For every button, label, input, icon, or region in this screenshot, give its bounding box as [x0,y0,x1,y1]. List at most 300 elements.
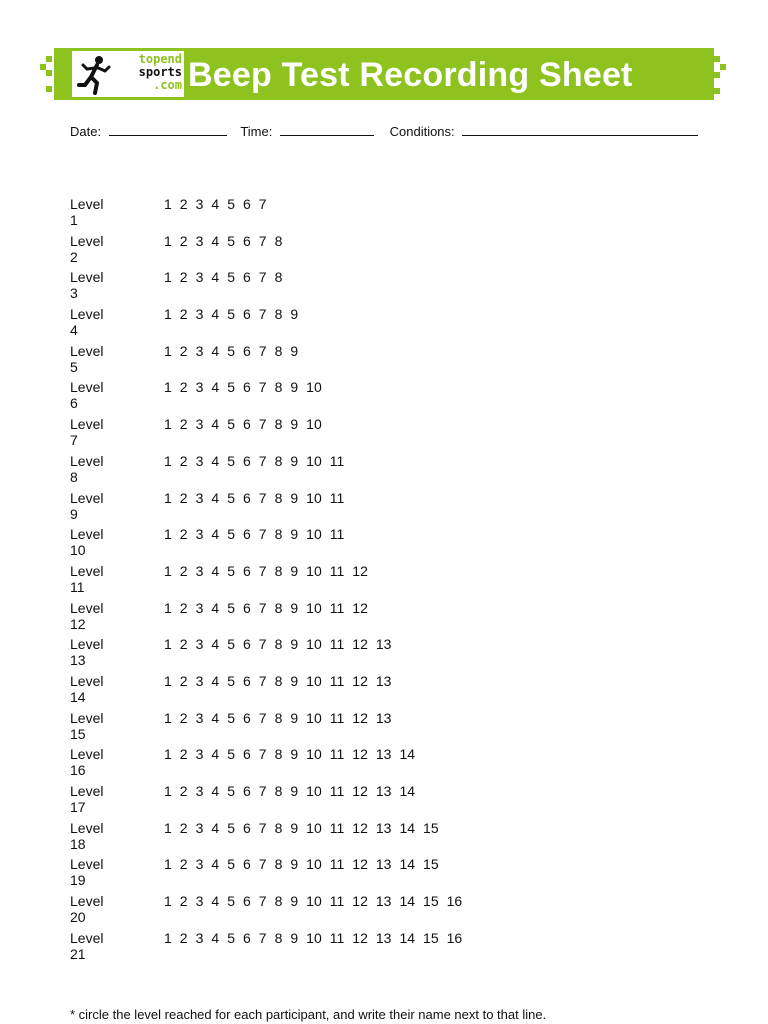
shuttle-number[interactable]: 3 [195,709,204,726]
shuttle-number[interactable]: 11 [329,599,345,616]
shuttle-list [164,490,352,506]
shuttle-number[interactable]: 9 [290,636,299,653]
shuttle-list [164,930,470,946]
shuttle-number[interactable]: 8 [274,489,283,506]
shuttle-list [164,526,352,542]
shuttle-number[interactable]: 10 [306,379,322,396]
shuttle-number[interactable]: 5 [227,783,235,799]
shuttle-number[interactable]: 5 [227,526,235,543]
shuttle-number[interactable]: 11 [329,856,345,873]
shuttle-number[interactable]: 9 [290,672,299,689]
shuttle-number[interactable]: 8 [274,599,283,616]
shuttle-number[interactable]: 10 [306,416,322,433]
shuttle-number[interactable]: 7 [258,452,267,469]
date-label: Date: [70,124,102,139]
shuttle-number[interactable]: 2 [179,672,188,689]
shuttle-number[interactable]: 3 [195,416,204,433]
shuttle-number[interactable]: 8 [274,783,283,799]
shuttle-number[interactable]: 7 [258,526,267,543]
shuttle-number[interactable]: 13 [375,819,392,836]
shuttle-number[interactable]: 8 [274,452,283,469]
shuttle-number[interactable]: 6 [242,526,251,543]
shuttle-list [164,710,399,726]
shuttle-list [164,673,399,689]
shuttle-list [164,379,330,395]
shuttle-number[interactable]: 4 [211,526,220,543]
shuttle-number[interactable]: 9 [290,379,299,396]
shuttle-number[interactable]: 12 [352,893,368,910]
shuttle-number[interactable]: 7 [258,269,267,286]
level-label: Level 7 [70,416,104,449]
shuttle-list [164,233,290,249]
shuttle-number[interactable]: 3 [195,746,204,763]
shuttle-number[interactable]: 6 [242,232,251,249]
shuttle-list [164,306,306,322]
shuttle-number[interactable]: 11 [329,672,345,689]
shuttle-number[interactable]: 2 [179,709,188,726]
shuttle-number[interactable]: 7 [258,489,267,506]
shuttle-number[interactable]: 1 [164,306,172,323]
shuttle-number[interactable]: 6 [242,929,251,946]
shuttle-number[interactable]: 6 [242,562,251,579]
shuttle-number[interactable]: 11 [329,452,345,469]
shuttle-number[interactable]: 14 [399,929,416,946]
shuttle-number[interactable]: 15 [423,929,439,946]
shuttle-number[interactable]: 1 [164,379,172,396]
shuttle-number[interactable]: 4 [211,599,220,616]
shuttle-number[interactable]: 6 [242,636,251,653]
shuttle-number[interactable]: 6 [242,746,251,763]
shuttle-number[interactable]: 7 [258,636,267,653]
shuttle-number[interactable]: 10 [306,819,322,836]
shuttle-number[interactable]: 11 [329,526,345,543]
shuttle-number[interactable]: 11 [329,893,345,910]
banner-pixel-decoration [714,56,720,62]
shuttle-number[interactable]: 4 [211,709,220,726]
shuttle-number[interactable]: 10 [306,452,322,469]
shuttle-number[interactable]: 7 [258,196,267,212]
shuttle-number[interactable]: 8 [274,636,283,653]
shuttle-number[interactable]: 1 [164,342,172,359]
shuttle-number[interactable]: 5 [227,636,235,653]
banner-pixel-decoration [46,70,52,76]
shuttle-number[interactable]: 2 [179,379,188,396]
shuttle-number[interactable]: 5 [227,416,235,433]
shuttle-number[interactable]: 2 [179,342,188,359]
shuttle-number[interactable]: 14 [399,856,416,873]
shuttle-list [164,820,447,836]
shuttle-number[interactable]: 9 [290,599,299,616]
shuttle-number[interactable]: 2 [179,232,188,249]
shuttle-number[interactable]: 1 [164,562,172,579]
shuttle-number[interactable]: 6 [242,599,251,616]
shuttle-number[interactable]: 8 [274,856,283,873]
shuttle-number[interactable]: 2 [179,636,188,653]
shuttle-number[interactable]: 9 [290,929,299,946]
shuttle-number[interactable]: 6 [242,342,251,359]
shuttle-number[interactable]: 3 [195,232,204,249]
shuttle-number[interactable]: 5 [227,489,235,506]
shuttle-number[interactable]: 3 [195,819,204,836]
shuttle-list [164,636,399,652]
shuttle-number[interactable]: 7 [258,893,267,910]
shuttle-number[interactable]: 5 [227,746,235,763]
shuttle-number[interactable]: 12 [352,672,368,689]
shuttle-number[interactable]: 2 [179,489,188,506]
shuttle-number[interactable]: 7 [258,709,267,726]
shuttle-number[interactable]: 8 [274,562,283,579]
page-title: Beep Test Recording Sheet [188,56,633,94]
shuttle-number[interactable]: 12 [352,746,368,763]
shuttle-number[interactable]: 7 [258,379,267,396]
shuttle-number[interactable]: 9 [290,893,299,910]
shuttle-number[interactable]: 3 [195,562,204,579]
shuttle-number[interactable]: 10 [306,746,322,763]
level-label: Level 3 [70,269,104,302]
shuttle-number[interactable]: 4 [211,269,220,286]
level-label: Level 21 [70,929,104,962]
time-field[interactable] [280,124,374,136]
shuttle-number[interactable]: 5 [227,269,235,286]
shuttle-number[interactable]: 1 [164,232,172,249]
shuttle-number[interactable]: 3 [195,672,204,689]
shuttle-number[interactable]: 1 [164,269,172,286]
shuttle-number[interactable]: 2 [179,746,188,763]
banner-pixel-decoration [40,64,46,70]
shuttle-number[interactable]: 1 [164,526,172,543]
shuttle-number[interactable]: 4 [211,783,220,799]
shuttle-number[interactable]: 4 [211,196,220,212]
shuttle-number[interactable]: 7 [258,783,267,799]
shuttle-number[interactable]: 4 [211,929,220,946]
shuttle-number[interactable]: 2 [179,929,188,946]
shuttle-number[interactable]: 9 [290,746,299,763]
shuttle-number[interactable]: 12 [352,783,368,799]
shuttle-number[interactable]: 11 [329,819,345,836]
shuttle-number[interactable]: 1 [164,783,172,799]
shuttle-number[interactable]: 6 [242,819,251,836]
shuttle-number[interactable]: 15 [423,856,439,873]
shuttle-number[interactable]: 1 [164,819,172,836]
shuttle-number[interactable]: 8 [274,379,283,396]
shuttle-number[interactable]: 10 [306,929,322,946]
shuttle-number[interactable]: 7 [258,819,267,836]
shuttle-number[interactable]: 14 [399,746,416,763]
shuttle-number[interactable]: 7 [258,746,267,763]
shuttle-number[interactable]: 12 [352,709,368,726]
shuttle-number[interactable]: 13 [375,672,392,689]
shuttle-number[interactable]: 1 [164,452,172,469]
shuttle-number[interactable]: 4 [211,342,220,359]
shuttle-number[interactable]: 13 [375,709,392,726]
shuttle-number[interactable]: 5 [227,452,235,469]
shuttle-number[interactable]: 5 [227,342,235,359]
shuttle-number[interactable]: 3 [195,929,204,946]
logo-line-3: .com [153,78,182,92]
level-label: Level 13 [70,636,104,669]
shuttle-number[interactable]: 2 [179,819,188,836]
shuttle-number[interactable]: 2 [179,783,188,799]
shuttle-number[interactable]: 5 [227,196,235,212]
shuttle-list [164,563,376,579]
shuttle-number[interactable]: 12 [352,819,368,836]
shuttle-list [164,783,423,799]
shuttle-number[interactable]: 6 [242,269,251,286]
shuttle-number[interactable]: 6 [242,856,251,873]
shuttle-number[interactable]: 2 [179,526,188,543]
shuttle-number[interactable]: 8 [274,269,283,286]
shuttle-number[interactable]: 2 [179,306,188,323]
shuttle-list [164,893,470,909]
shuttle-number[interactable]: 13 [375,893,392,910]
shuttle-number[interactable]: 15 [423,893,439,910]
banner-pixel-decoration [46,56,52,62]
shuttle-number[interactable]: 9 [290,489,299,506]
shuttle-number[interactable]: 2 [179,452,188,469]
shuttle-list [164,600,376,616]
shuttle-number[interactable]: 5 [227,232,235,249]
shuttle-number[interactable]: 8 [274,893,283,910]
shuttle-number[interactable]: 9 [290,819,299,836]
shuttle-number[interactable]: 3 [195,379,204,396]
shuttle-number[interactable]: 13 [375,746,392,763]
shuttle-number[interactable]: 4 [211,452,220,469]
shuttle-number[interactable]: 8 [274,672,283,689]
conditions-field[interactable] [462,124,698,136]
shuttle-number[interactable]: 5 [227,856,235,873]
level-label: Level 17 [70,783,104,815]
shuttle-number[interactable]: 10 [306,489,322,506]
level-label: Level 5 [70,342,104,375]
shuttle-number[interactable]: 7 [258,929,267,946]
shuttle-number[interactable]: 1 [164,489,172,506]
shuttle-number[interactable]: 5 [227,929,235,946]
shuttle-number[interactable]: 13 [375,636,392,653]
shuttle-number[interactable]: 7 [258,672,267,689]
shuttle-number[interactable]: 8 [274,819,283,836]
header-fields [70,124,698,139]
shuttle-number[interactable]: 3 [195,599,204,616]
shuttle-list [164,416,330,432]
shuttle-number[interactable]: 3 [195,526,204,543]
shuttle-number[interactable]: 6 [242,783,251,799]
shuttle-number[interactable]: 12 [352,562,368,579]
shuttle-number[interactable]: 1 [164,196,172,212]
shuttle-number[interactable]: 6 [242,452,251,469]
shuttle-number[interactable]: 12 [352,599,368,616]
shuttle-number[interactable]: 8 [274,526,283,543]
shuttle-number[interactable]: 1 [164,893,172,910]
shuttle-number[interactable]: 9 [290,709,299,726]
shuttle-number[interactable]: 3 [195,342,204,359]
shuttle-number[interactable]: 1 [164,599,172,616]
banner-pixel-decoration [714,72,720,78]
shuttle-number[interactable]: 7 [258,599,267,616]
shuttle-number[interactable]: 11 [329,746,345,763]
shuttle-number[interactable]: 3 [195,856,204,873]
shuttle-number[interactable]: 5 [227,893,235,910]
shuttle-number[interactable]: 8 [274,709,283,726]
shuttle-number[interactable]: 5 [227,599,235,616]
shuttle-number[interactable]: 6 [242,379,251,396]
shuttle-number[interactable]: 2 [179,562,188,579]
shuttle-number[interactable]: 8 [274,232,283,249]
shuttle-number[interactable]: 4 [211,379,220,396]
shuttle-number[interactable]: 6 [242,709,251,726]
shuttle-number[interactable]: 4 [211,562,220,579]
shuttle-number[interactable]: 10 [306,783,322,799]
shuttle-number[interactable]: 4 [211,672,220,689]
shuttle-number[interactable]: 3 [195,306,204,323]
shuttle-number[interactable]: 4 [211,746,220,763]
shuttle-number[interactable]: 10 [306,709,322,726]
shuttle-number[interactable]: 5 [227,672,235,689]
shuttle-number[interactable]: 9 [290,416,299,433]
level-label: Level 12 [70,599,104,632]
shuttle-number[interactable]: 4 [211,856,220,873]
shuttle-number[interactable]: 14 [399,819,416,836]
shuttle-number[interactable]: 1 [164,746,172,763]
shuttle-number[interactable]: 7 [258,306,267,323]
shuttle-list [164,269,290,285]
shuttle-number[interactable]: 9 [290,342,299,359]
shuttle-number[interactable]: 7 [258,562,267,579]
shuttle-number[interactable]: 1 [164,709,172,726]
shuttle-number[interactable]: 6 [242,306,251,323]
shuttle-number[interactable]: 9 [290,783,299,799]
shuttle-number[interactable]: 14 [399,783,416,799]
banner-pixel-decoration [46,86,52,92]
level-label: Level 16 [70,746,104,779]
shuttle-number[interactable]: 10 [306,893,322,910]
shuttle-number[interactable]: 4 [211,489,220,506]
footnote: * circle the level reached for each participant, and write their name next to that line. [70,1007,547,1022]
shuttle-number[interactable]: 3 [195,196,204,212]
shuttle-number[interactable]: 4 [211,232,220,249]
shuttle-number[interactable]: 7 [258,342,267,359]
banner-pixel-decoration [714,88,720,94]
shuttle-number[interactable]: 2 [179,856,188,873]
shuttle-number[interactable]: 6 [242,196,251,212]
shuttle-number[interactable]: 3 [195,269,204,286]
shuttle-number[interactable]: 5 [227,306,235,323]
shuttle-number[interactable]: 8 [274,416,283,433]
shuttle-number[interactable]: 14 [399,893,416,910]
shuttle-number[interactable]: 1 [164,929,172,946]
shuttle-number[interactable]: 10 [306,636,322,653]
shuttle-number[interactable]: 1 [164,856,172,873]
shuttle-number[interactable]: 11 [329,562,345,579]
shuttle-number[interactable]: 12 [352,856,368,873]
level-label: Level 18 [70,819,104,852]
level-label: Level 20 [70,893,104,926]
shuttle-number[interactable]: 4 [211,416,220,433]
shuttle-number[interactable]: 4 [211,893,220,910]
shuttle-number[interactable]: 5 [227,819,235,836]
shuttle-number[interactable]: 2 [179,196,188,212]
shuttle-number[interactable]: 10 [306,526,322,543]
shuttle-number[interactable]: 3 [195,893,204,910]
shuttle-number[interactable]: 16 [446,893,463,910]
shuttle-number[interactable]: 8 [274,929,283,946]
shuttle-number[interactable]: 7 [258,416,267,433]
shuttle-number[interactable]: 2 [179,599,188,616]
shuttle-number[interactable]: 10 [306,562,322,579]
shuttle-number[interactable]: 7 [258,856,267,873]
shuttle-number[interactable]: 8 [274,746,283,763]
shuttle-number[interactable]: 10 [306,672,322,689]
shuttle-number[interactable]: 12 [352,929,368,946]
level-label: Level 11 [70,562,104,595]
shuttle-number[interactable]: 2 [179,893,188,910]
shuttle-number[interactable]: 1 [164,636,172,653]
shuttle-number[interactable]: 9 [290,856,299,873]
shuttle-number[interactable]: 11 [329,783,345,799]
shuttle-number[interactable]: 4 [211,306,220,323]
shuttle-number[interactable]: 4 [211,819,220,836]
shuttle-number[interactable]: 16 [446,929,463,946]
shuttle-number[interactable]: 1 [164,672,172,689]
shuttle-number[interactable]: 13 [375,856,392,873]
shuttle-number[interactable]: 3 [195,452,204,469]
shuttle-number[interactable]: 12 [352,636,368,653]
level-label: Level 2 [70,232,104,265]
shuttle-number[interactable]: 3 [195,489,204,506]
shuttle-number[interactable]: 11 [329,929,345,946]
shuttle-number[interactable]: 9 [290,562,299,579]
runner-icon [75,55,115,95]
level-label: Level 19 [70,856,104,889]
shuttle-list [164,196,275,212]
shuttle-number[interactable]: 10 [306,599,322,616]
level-label: Level 1 [70,196,104,228]
shuttle-number[interactable]: 1 [164,416,172,433]
shuttle-number[interactable]: 7 [258,232,267,249]
shuttle-number[interactable]: 15 [423,819,439,836]
level-label: Level 8 [70,452,104,485]
shuttle-number[interactable]: 13 [375,929,392,946]
shuttle-number[interactable]: 9 [290,306,299,323]
shuttle-number[interactable]: 6 [242,489,251,506]
shuttle-number[interactable]: 11 [329,709,345,726]
logo-line-1: topend [138,52,182,66]
date-field[interactable] [109,124,227,136]
shuttle-number[interactable]: 6 [242,893,251,910]
shuttle-number[interactable]: 8 [274,342,283,359]
shuttle-number[interactable]: 2 [179,269,188,286]
shuttle-number[interactable]: 9 [290,452,299,469]
shuttle-list [164,343,306,359]
shuttle-number[interactable]: 11 [329,489,345,506]
shuttle-number[interactable]: 9 [290,526,299,543]
shuttle-number[interactable]: 3 [195,783,204,799]
shuttle-number[interactable]: 5 [227,562,235,579]
shuttle-number[interactable]: 4 [211,636,220,653]
conditions-label: Conditions: [389,124,455,139]
shuttle-number[interactable]: 8 [274,306,283,323]
shuttle-number[interactable]: 5 [227,379,235,396]
shuttle-number[interactable]: 3 [195,636,204,653]
shuttle-number[interactable]: 13 [375,783,392,799]
shuttle-number[interactable]: 6 [242,416,251,433]
shuttle-number[interactable]: 11 [329,636,345,653]
shuttle-list [164,746,423,762]
shuttle-number[interactable]: 6 [242,672,251,689]
shuttle-number[interactable]: 2 [179,416,188,433]
shuttle-number[interactable]: 10 [306,856,322,873]
shuttle-number[interactable]: 5 [227,709,235,726]
level-label: Level 6 [70,379,104,412]
